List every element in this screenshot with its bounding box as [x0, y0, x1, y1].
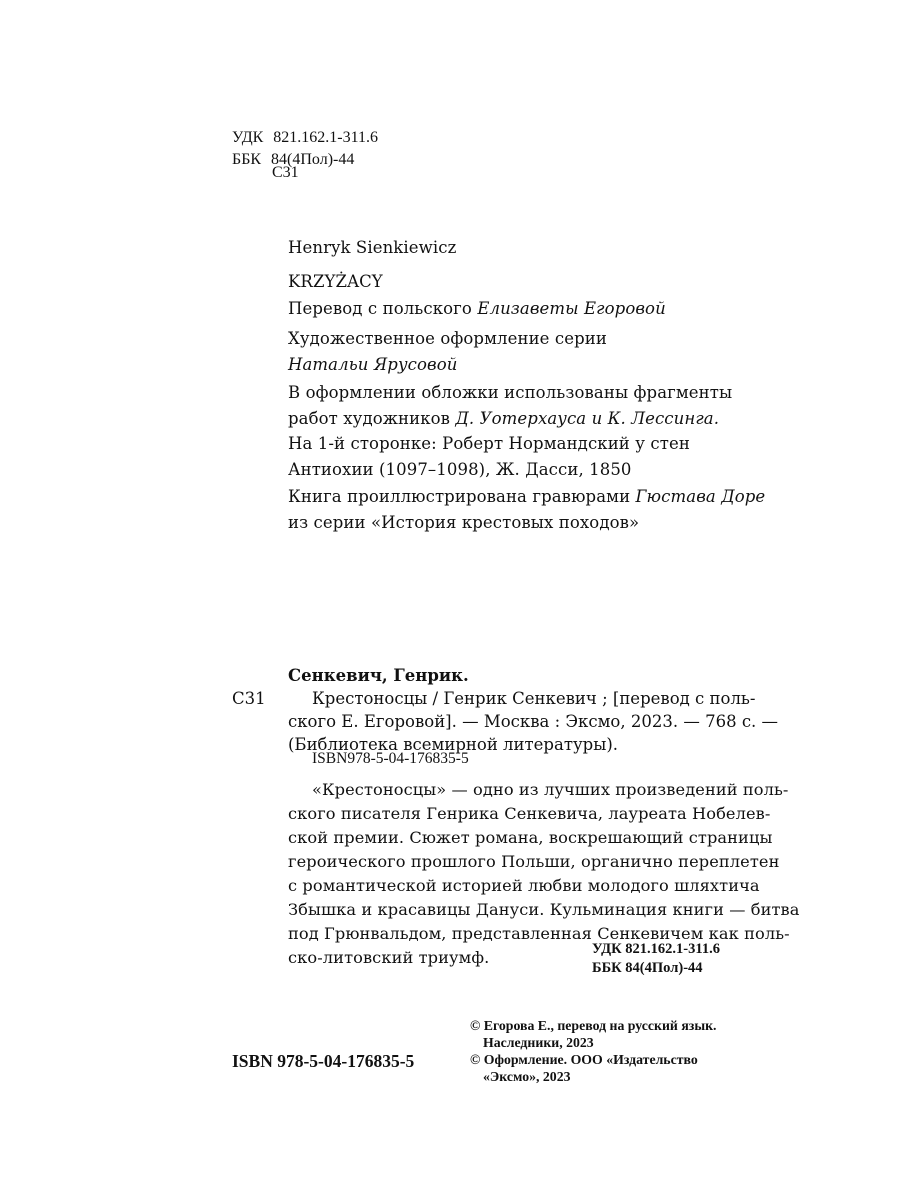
illustrations-line-1	[288, 484, 765, 510]
cover-line-3: На 1-й сторонке: Роберт Нормандский у стен	[288, 434, 690, 453]
annotation-line: ской премии. Сюжет романа, воскрешающий страницы	[288, 828, 773, 847]
annotation-line: «Крестоносцы» — одно из лучших произведений поль-	[312, 780, 789, 799]
catalog-author-mark: С31	[232, 689, 266, 708]
cover-line-4: Антиохии (1097–1098), Ж. Дасси, 1850	[288, 459, 632, 479]
top-bbk-value: 84(4Пол)-44	[271, 151, 355, 168]
illustrations-credit	[288, 484, 765, 535]
copyright-line: © Егорова Е., перевод на русский язык.	[470, 1018, 717, 1033]
translation-credit	[288, 299, 666, 318]
translation-prefix: Перевод с польского	[288, 299, 472, 318]
cover-line-2	[288, 406, 732, 432]
illustrations-line-2: из серии «История крестовых походов»	[288, 512, 640, 532]
original-title: KRZYŻACY	[288, 272, 383, 291]
cover-line-1: В оформлении обложки использованы фрагменты	[288, 383, 733, 402]
cover-line-2-prefix: работ художников	[288, 408, 451, 428]
annotation-line: с романтической историей любви молодого шляхтича	[288, 876, 760, 895]
annotation-line: под Грюнвальдом, представленная Сенкевичем как поль-	[288, 924, 790, 943]
illustrations-prefix: Книга проиллюстрирована гравюрами	[288, 487, 631, 506]
catalog-udk: УДК 821.162.1-311.6	[592, 941, 720, 957]
copyright-line: © Оформление. ООО «Издательство	[470, 1052, 698, 1067]
annotation-line: ского писателя Генрика Сенкевича, лауреата Нобелев-	[288, 804, 771, 823]
catalog-isbn: ISBN978-5-04-176835-5	[312, 750, 469, 767]
copyright-line: Наследники, 2023	[483, 1035, 594, 1050]
series-designer-name: Натальи Ярусовой	[288, 354, 458, 374]
cover-artists: Д. Уотерхауса и К. Лессинга.	[455, 408, 720, 428]
catalog-bbk: ББК 84(4Пол)-44	[592, 960, 703, 976]
catalog-entry-line-3: (Библиотека всемирной литературы).	[288, 735, 619, 754]
translator-name: Елизаветы Егоровой	[477, 299, 666, 318]
copyright-block	[470, 1017, 717, 1085]
catalog-annotation	[288, 778, 800, 970]
footer-isbn: ISBN 978-5-04-176835-5	[232, 1051, 415, 1071]
annotation-line: ско-литовский триумф.	[288, 948, 490, 967]
illustrator-name: Гюстава Доре	[635, 487, 766, 506]
top-udk-label: УДК	[232, 129, 264, 146]
series-design-credit	[288, 326, 607, 377]
annotation-line: Збышка и красавицы Дануси. Кульминация книги — битва	[288, 900, 800, 919]
cover-credit	[288, 380, 732, 482]
catalog-entry-line-1: Крестоносцы / Генрик Сенкевич ; [перевод с поль-	[312, 689, 756, 708]
catalog-entry-line-2: ского Е. Егоровой]. — Москва : Эксмо, 2023. — 768 с. —	[288, 712, 779, 731]
catalog-entry	[288, 687, 778, 756]
top-udk-row	[232, 127, 378, 149]
top-author-mark: С31	[272, 164, 299, 181]
annotation-line: героического прошлого Польши, органично переплетен	[288, 852, 780, 871]
catalog-heading: Сенкевич, Генрик.	[288, 666, 469, 685]
copyright-line: «Эксмо», 2023	[483, 1069, 571, 1084]
top-udk-value: 821.162.1-311.6	[273, 129, 379, 146]
top-bbk-label: ББК	[232, 151, 262, 168]
series-design-label: Художественное оформление серии	[288, 329, 607, 348]
original-author: Henryk Sienkiewicz	[288, 238, 457, 257]
